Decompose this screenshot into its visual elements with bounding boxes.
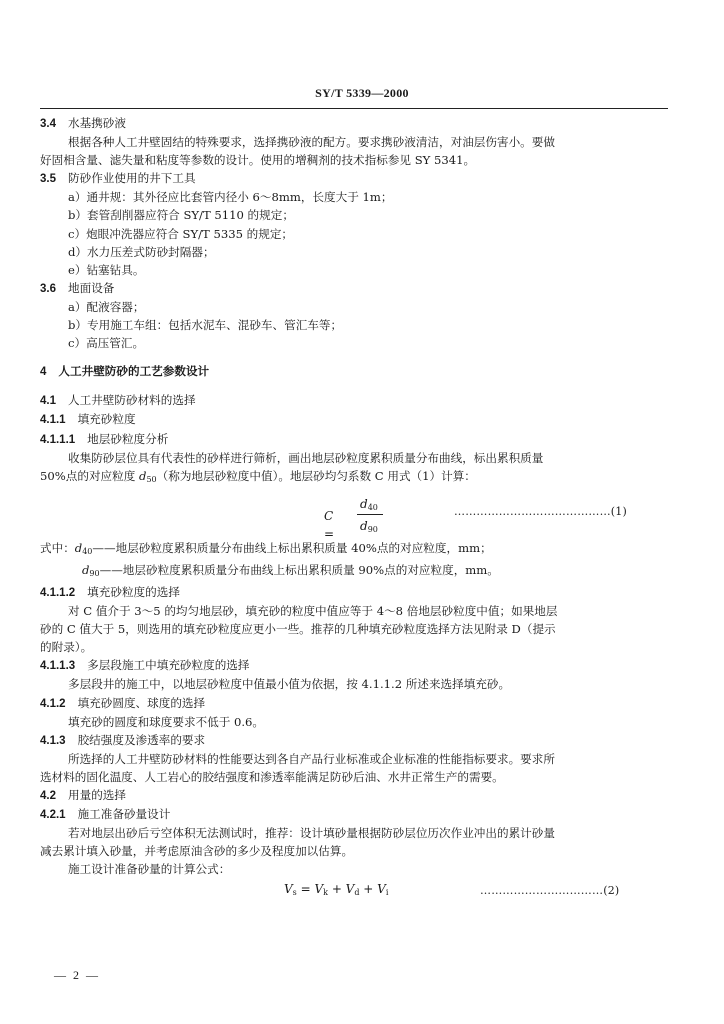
symbol: d bbox=[360, 518, 368, 533]
symbol: d bbox=[139, 468, 147, 483]
where-item bbox=[40, 561, 670, 583]
subscript: 50 bbox=[146, 474, 157, 484]
symbol: d bbox=[360, 496, 368, 511]
header-rule bbox=[40, 108, 668, 109]
section-title: 胶结强度及渗透率的要求 bbox=[77, 732, 206, 747]
page-number: — 2 — bbox=[54, 968, 100, 982]
paragraph: 对 C 值介于 3～5 的均匀地层砂，填充砂的粒度中值应等于 4～8 倍地层砂粒度中值；如果地层 bbox=[68, 604, 558, 619]
list-item: e）钻塞钻具。 bbox=[68, 262, 145, 277]
equation-number: ……………………………(2) bbox=[480, 884, 620, 898]
symbol: + V bbox=[328, 882, 355, 897]
subscript: k bbox=[323, 888, 328, 898]
paragraph: 根据各种人工井壁固结的特殊要求，选择携砂液的配方。要求携砂液清洁，对油层伤害小。要做 bbox=[68, 135, 555, 150]
paragraph: 好固相含量、滤失量和粘度等参数的设计。使用的增稠剂的技术指标参见 SY 5341。 bbox=[40, 153, 476, 168]
paragraph: 若对地层出砂后亏空体积无法测试时，推荐：设计填砂量根据防砂层位历次作业冲出的累计砂量 bbox=[68, 826, 555, 841]
formula-expression bbox=[284, 880, 388, 902]
subscript: d bbox=[354, 888, 360, 898]
paragraph: 砂的 C 值大于 5，则选用的填充砂粒度应更小一些。推荐的几种填充砂粒度选择方法见附录 D（提示 bbox=[40, 622, 556, 637]
section-4-1-heading bbox=[40, 391, 670, 410]
section-number: 3.5 bbox=[40, 173, 56, 186]
list-item: d）水力压差式防砂封隔器； bbox=[68, 244, 215, 259]
section-4-1-2-heading bbox=[40, 694, 670, 713]
section-number: 4 bbox=[40, 366, 47, 379]
paragraph-text: 50%点的对应粒度 bbox=[40, 468, 140, 483]
section-4-2-1-heading bbox=[40, 805, 670, 824]
section-title: 填充砂粒度的选择 bbox=[87, 584, 180, 599]
section-title: 防砂作业使用的井下工具 bbox=[68, 171, 196, 186]
subscript: 40 bbox=[367, 502, 378, 512]
paragraph: 选材料的固化温度、人工岩心的胶结强度和渗透率能满足防砂后油、水井正常生产的需要。 bbox=[40, 769, 504, 784]
section-4-1-1-heading bbox=[40, 410, 670, 429]
section-number: 4.1 bbox=[40, 395, 56, 408]
section-number: 4.2 bbox=[40, 790, 56, 802]
section-4-2-heading bbox=[40, 786, 670, 805]
section-title: 水基携砂液 bbox=[68, 116, 126, 130]
document-body bbox=[40, 114, 670, 902]
definition-text: ——地层砂粒度累积质量分布曲线上标出累积质量 90%点的对应粒度，mm。 bbox=[99, 562, 499, 577]
section-number: 4.1.1 bbox=[40, 414, 66, 427]
list-item: b）套管刮削器应符合 SY/T 5110 的规定； bbox=[68, 208, 294, 223]
section-title: 用量的选择 bbox=[68, 788, 126, 802]
paragraph: 减去累计填入砂量，并考虑原油含砂的多少及程度加以估算。 bbox=[40, 844, 354, 859]
symbol: = V bbox=[296, 882, 324, 897]
section-title: 地面设备 bbox=[68, 280, 115, 295]
formula-2 bbox=[40, 878, 670, 902]
paragraph-text: （称为地层砂粒度中值）。地层砂均匀系数 C 用式（1）计算： bbox=[156, 468, 476, 483]
section-title: 填充砂圆度、球度的选择 bbox=[77, 695, 206, 710]
section-number: 3.6 bbox=[40, 282, 56, 295]
symbol: + V bbox=[359, 882, 386, 897]
section-4-1-1-2-heading bbox=[40, 583, 670, 602]
equation-number: ……………………………………(1) bbox=[454, 504, 627, 518]
list-item: a）通井规：其外径应比套管内径小 6～8mm，长度大于 1m； bbox=[68, 190, 393, 205]
section-number: 3.4 bbox=[40, 118, 56, 130]
section-3-4-heading bbox=[40, 114, 670, 133]
paragraph: 的附录）。 bbox=[40, 640, 93, 655]
section-title: 多层段施工中填充砂粒度的选择 bbox=[87, 658, 250, 673]
where-item bbox=[40, 539, 670, 561]
section-3-6-heading bbox=[40, 279, 670, 298]
section-3-5-heading bbox=[40, 169, 670, 188]
section-4-heading bbox=[40, 362, 670, 381]
definition-text: ——地层砂粒度累积质量分布曲线上标出累积质量 40%点的对应粒度，mm； bbox=[92, 540, 492, 555]
section-title: 人工井壁防砂的工艺参数设计 bbox=[58, 364, 210, 379]
section-4-1-1-3-heading bbox=[40, 656, 670, 675]
formula-lhs: C = bbox=[324, 508, 335, 541]
section-number: 4.2.1 bbox=[40, 809, 66, 822]
denominator bbox=[360, 517, 378, 539]
formula-1 bbox=[40, 489, 670, 539]
paragraph: 填充砂的圆度和球度要求不低于 0.6。 bbox=[68, 714, 265, 729]
section-number: 4.1.3 bbox=[40, 734, 66, 747]
subscript: i bbox=[385, 888, 389, 898]
where-label: 式中： bbox=[40, 540, 75, 555]
paragraph bbox=[40, 467, 670, 489]
section-number: 4.1.1.3 bbox=[40, 660, 76, 673]
section-title: 人工井壁防砂材料的选择 bbox=[68, 393, 196, 408]
list-item: a）配液容器； bbox=[68, 299, 145, 314]
paragraph: 多层段井的施工中，以地层砂粒度中值最小值为依据，按 4.1.1.2 所述来选择填充砂。 bbox=[68, 677, 511, 692]
section-number: 4.1.1.1 bbox=[40, 433, 76, 446]
paragraph: 所选择的人工井壁防砂材料的性能要达到各自产品行业标准或企业标准的性能指标要求。要求所 bbox=[68, 751, 555, 766]
page-header: SY/T 5339—2000 bbox=[315, 86, 409, 100]
paragraph: 收集防砂层位具有代表性的砂样进行筛析，画出地层砂粒度累积质量分布曲线，标出累积质量 bbox=[68, 450, 544, 465]
section-number: 4.1.2 bbox=[40, 697, 66, 710]
symbol: d bbox=[82, 562, 90, 577]
section-4-1-3-heading bbox=[40, 731, 670, 750]
section-4-1-1-1-heading bbox=[40, 430, 670, 449]
section-title: 填充砂粒度 bbox=[77, 412, 136, 427]
section-title: 施工准备砂量设计 bbox=[77, 807, 171, 822]
symbol: V bbox=[284, 882, 293, 897]
list-item: b）专用施工车组：包括水泥车、混砂车、管汇车等； bbox=[68, 318, 343, 333]
subscript: 40 bbox=[82, 546, 93, 556]
section-number: 4.1.1.2 bbox=[40, 586, 76, 599]
list-item: c）炮眼冲洗器应符合 SY/T 5335 的规定； bbox=[68, 226, 294, 241]
symbol: d bbox=[74, 540, 83, 555]
subscript: s bbox=[292, 888, 297, 898]
fraction-bar bbox=[357, 514, 383, 515]
subscript: 90 bbox=[89, 568, 100, 578]
section-title: 地层砂粒度分析 bbox=[87, 431, 169, 446]
subscript: 90 bbox=[367, 524, 378, 534]
list-item: c）高压管汇。 bbox=[68, 336, 145, 351]
paragraph: 施工设计准备砂量的计算公式： bbox=[68, 862, 231, 877]
